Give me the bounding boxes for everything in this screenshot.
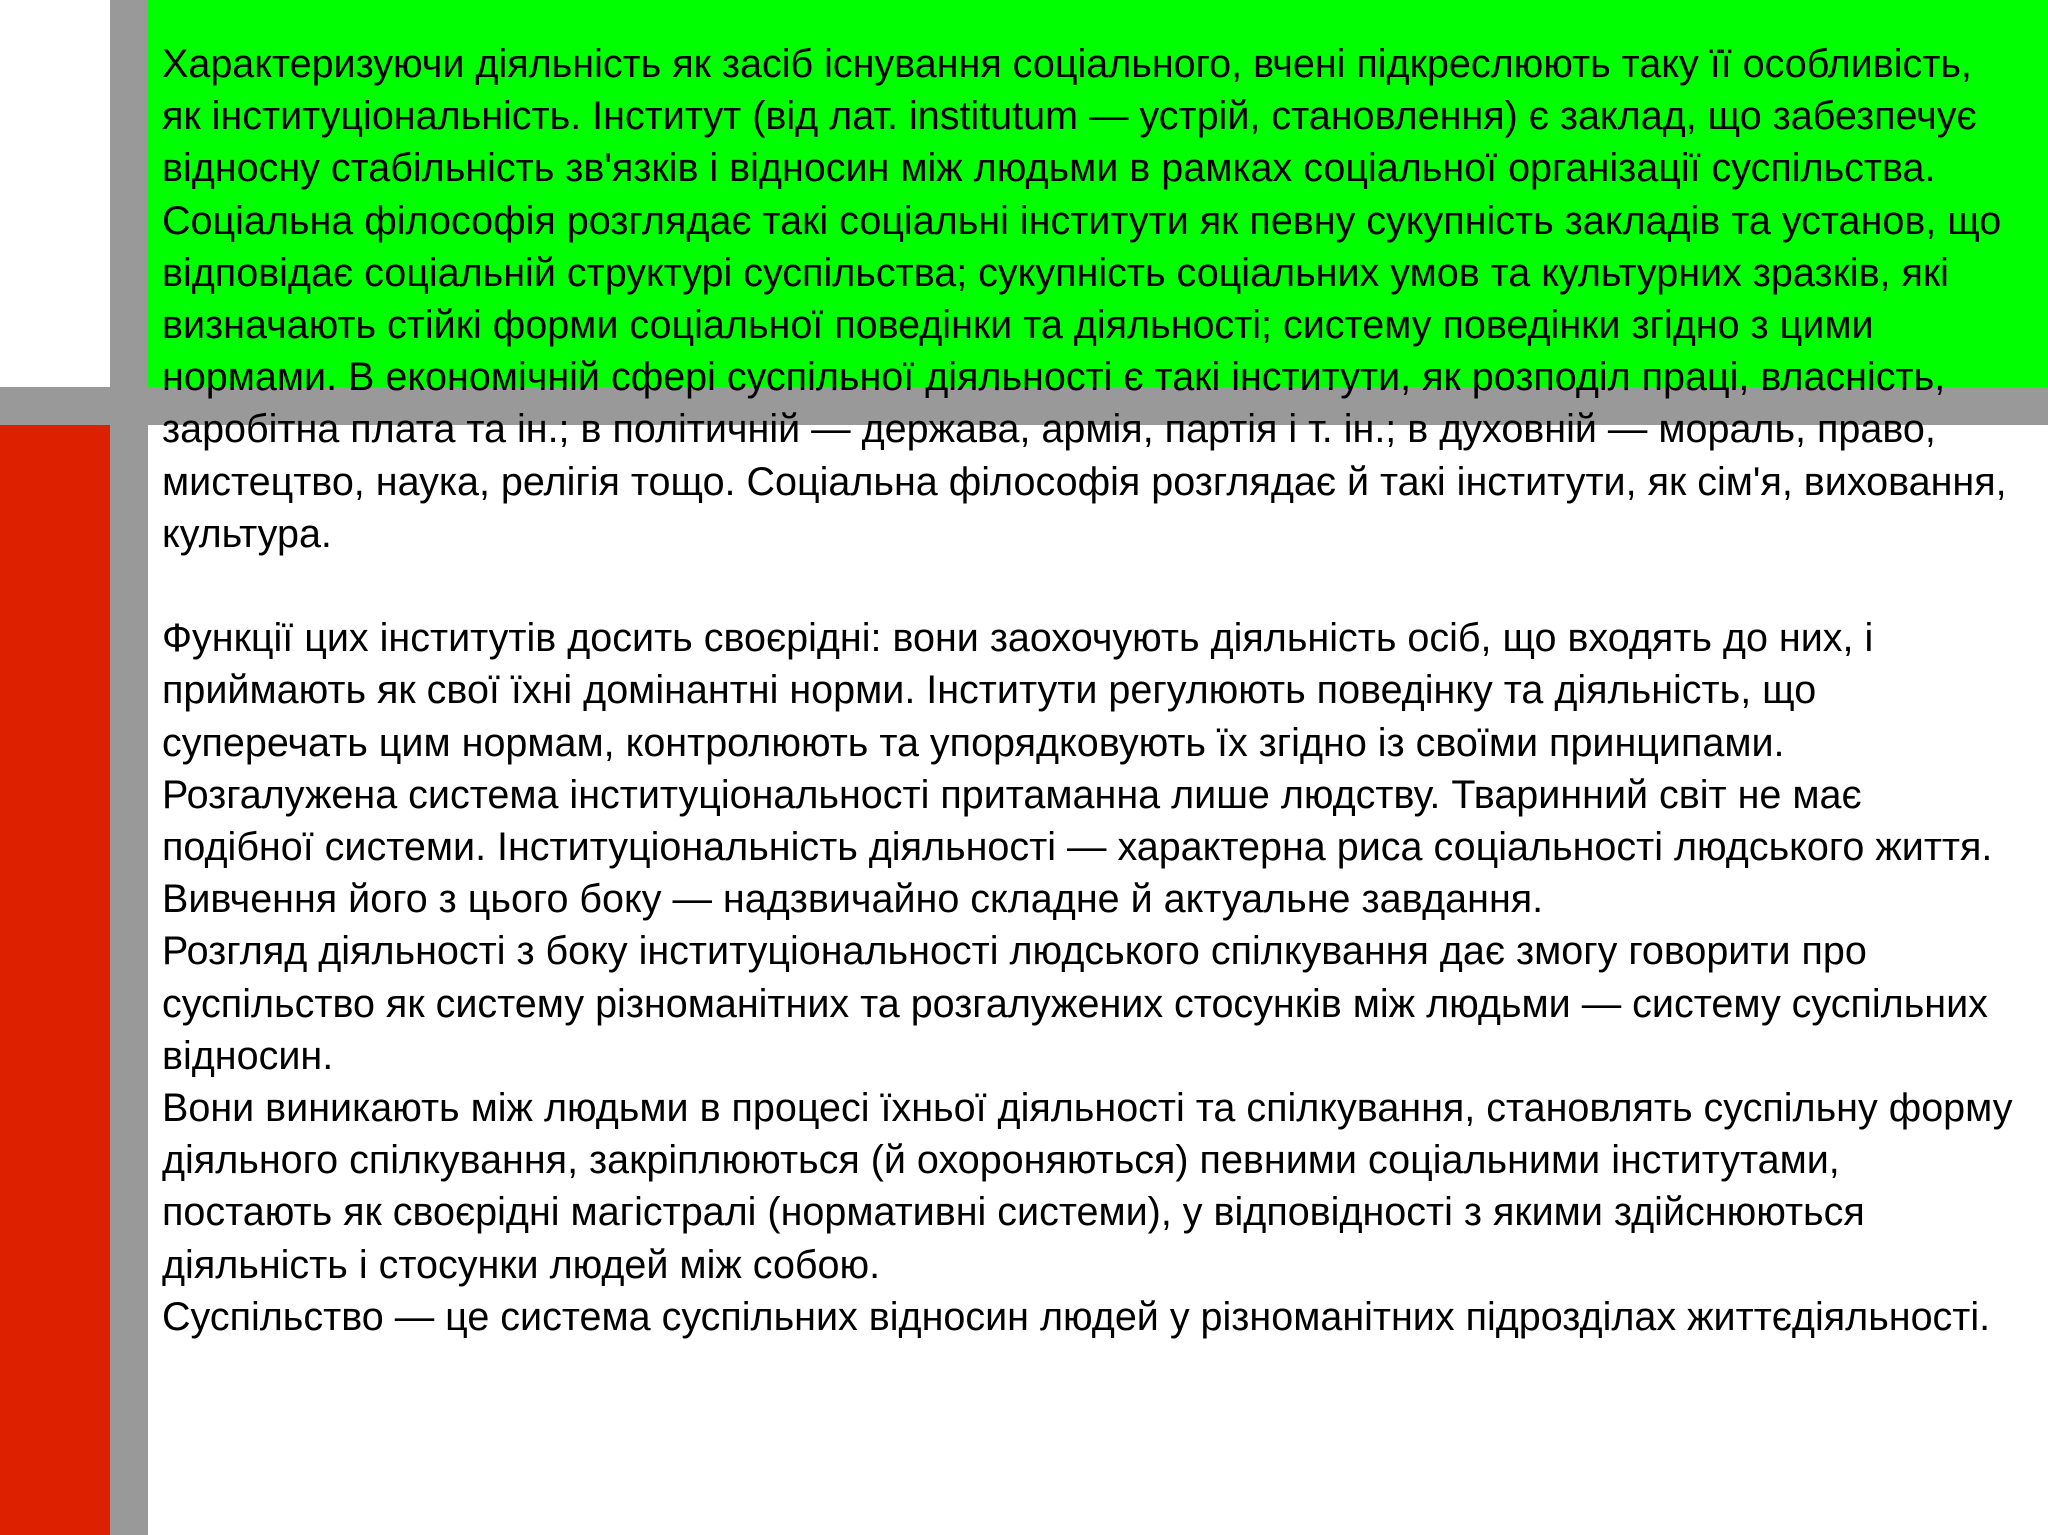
paragraph-spacer: [162, 560, 2017, 612]
paragraph-relations-origin: Вони виникають між людьми в процесі їхньої діяльності та спілкування, становлять суспільну форму діяльного спілкування, закріплюються (й охороняються) певними соціальними інститутами, постають як своєрідні магістралі (нормативні системи), у відповідності з якими здійснюються діяльність і стосунки людей між собою.: [162, 1086, 2013, 1287]
red-decor-block: [0, 425, 110, 1535]
paragraph-institution-functions: Функції цих інститутів досить своєрідні: вони заохочують діяльність осіб, що входять до них, і приймають як свої їхні домінантні норми. Інститути регулюють поведінку та діяльність, що суперечать цим нормам, контролюють та упорядковують їх згідно із своїми принципами. Розгалужена система інституціональності притаманна лише людству. Тваринний світ не має подібної системи. Інституціональність діяльності — характерна риса соціальності людського життя. Вивчення його з цього боку — надзвичайно складне й актуальне завдання.: [162, 616, 1993, 922]
gray-vertical-bar: [110, 0, 148, 1535]
paragraph-society-as-system: Розгляд діяльності з боку інституціональності людського спілкування дає змогу говорити про суспільство як систему різноманітних та розгалужених стосунків між людьми — систему суспільних відносин.: [162, 929, 1988, 1078]
slide-text-body: [162, 38, 2017, 1343]
paragraph-society-definition: Суспільство — це система суспільних відносин людей у різноманітних підрозділах життєдіяльності.: [162, 1294, 1991, 1339]
paragraph-institutions-definition: Характеризуючи діяльність як засіб існування соціального, вчені підкреслюють таку її особливість, як інституціональність. Інститут (від лат. institutum — устрій, становлення) є заклад, що забезпечує відносну стабільність зв'язків і відносин між людьми в рамках соціальної організації суспільства. Соціальна філософія розглядає такі соціальні інститути як певну сукупність закладів та установ, що відповідає соціальній структурі суспільства; сукупність соціальних умов та культурних зразків, які визначають стійкі форми соціальної поведінки та діяльності; систему поведінки згідно з цими нормами. В економічній сфері суспільної діяльності є такі інститути, як розподіл праці, власність, заробітна плата та ін.; в політичній — держава, армія, партія і т. ін.; в духовній — мораль, право, мистецтво, наука, релігія тощо. Соціальна філософія розглядає й такі інститути, як сім'я, виховання, культура.: [162, 42, 2007, 556]
